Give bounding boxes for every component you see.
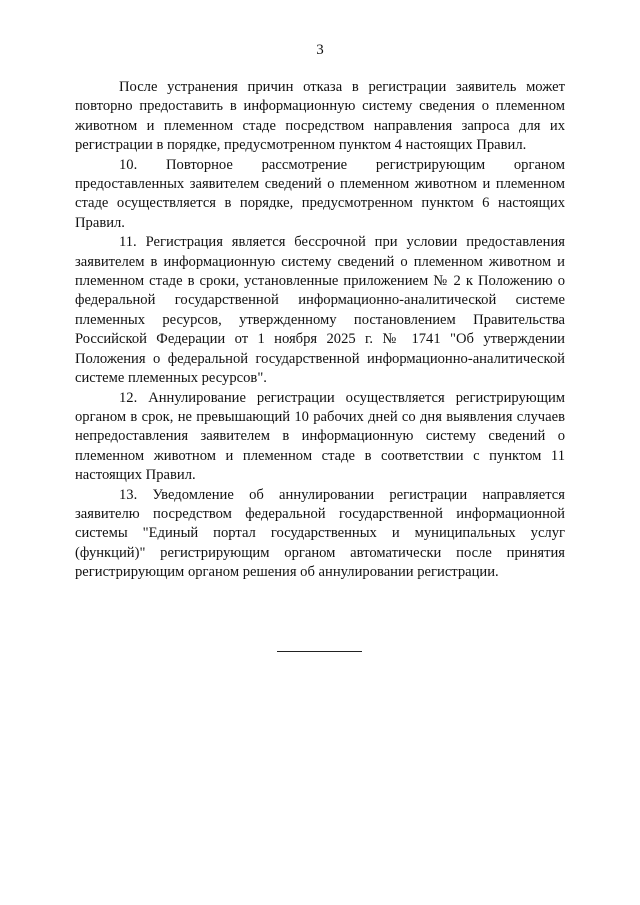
paragraph-text: 10. Повторное рассмотрение регистрирующим органом предоставленных заявителем сведений о племенном животном и племенном стаде осуществляется в порядке, предусмотренном пунктом 6 настоящих Правил.	[75, 156, 565, 231]
paragraph-reapply	[75, 78, 565, 156]
paragraph-text: После устранения причин отказа в регистрации заявитель может повторно предоставить в информационную систему сведения о племенном животном и племенном стаде посредством направления запроса для их регистрации в порядке, предусмотренном пунктом 4 настоящих Правил.	[75, 79, 565, 154]
document-body	[75, 78, 565, 583]
page-number: 3	[316, 42, 324, 58]
paragraph-item-12	[75, 389, 565, 486]
paragraph-item-10	[75, 156, 565, 234]
paragraph-text: 11. Регистрация является бессрочной при условии предоставления заявителем в информационную систему сведений о племенном животном и племенном стаде в сроки, установленные приложением № 2 к Положению о федеральной государственной информационно-аналитической системе племенных ресурсов, утвержденному постановлением Правительства Российской Федерации от 1 ноября 2025 г. № 1741 "Об утверждении Положения о федеральной государственной информационно-аналитической системе племенных ресурсов".	[75, 234, 565, 387]
closing-divider	[277, 651, 362, 652]
paragraph-text: 12. Аннулирование регистрации осуществляется регистрирующим органом в срок, не превышающий 10 рабочих дней со дня выявления случаев непредоставления заявителем в информационную систему сведений о племенном животном и племенном стаде в соответствии с пунктом 11 настоящих Правил.	[75, 389, 565, 484]
paragraph-item-11	[75, 233, 565, 388]
paragraph-text: 13. Уведомление об аннулировании регистрации направляется заявителю посредством федеральной государственной информационной системы "Единый портал государственных и муниципальных услуг (функций)" регистрирующим органом автоматически после принятия регистрирующим органом решения об аннулировании регистрации.	[75, 486, 565, 581]
paragraph-item-13	[75, 486, 565, 583]
